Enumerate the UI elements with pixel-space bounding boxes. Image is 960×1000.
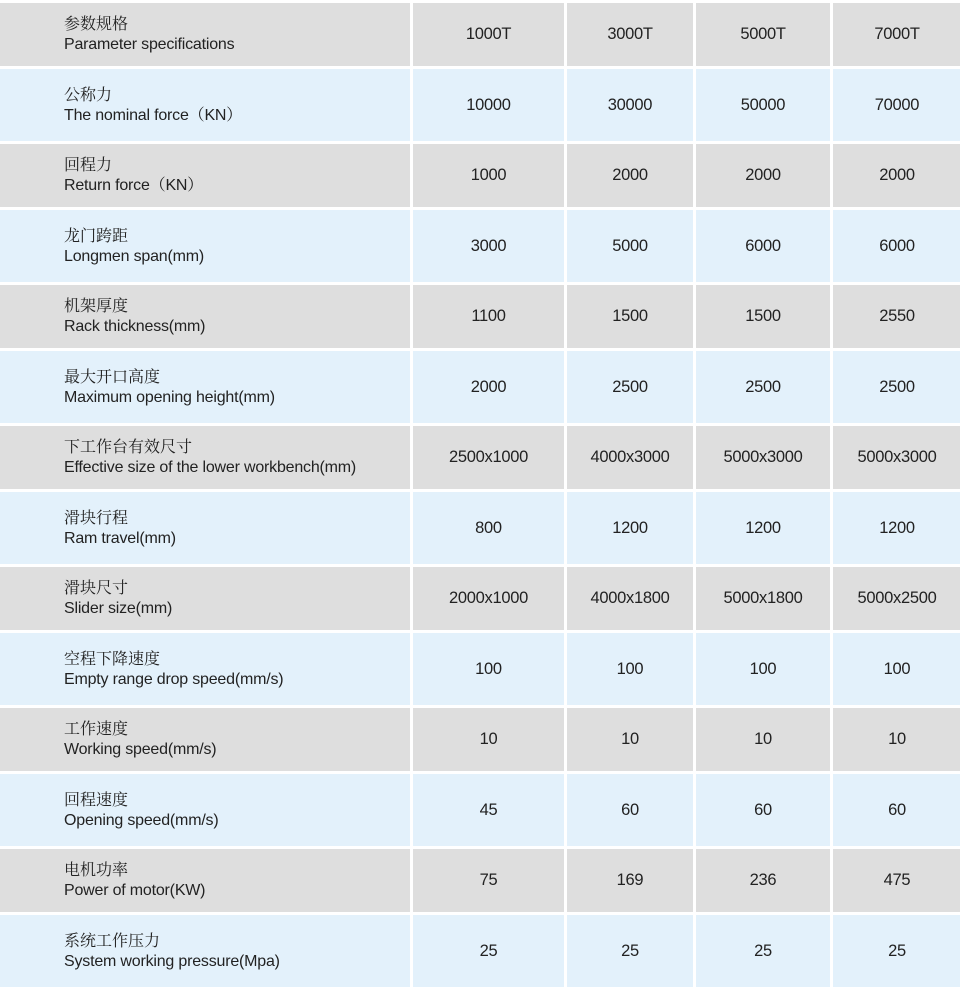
param-name-zh: 滑块尺寸	[64, 578, 129, 597]
param-cell	[0, 285, 410, 348]
value-cell-7000t: 1200	[833, 492, 960, 564]
value-cell-3000t: 25	[567, 915, 693, 987]
value-cell-3000t: 4000x3000	[567, 426, 693, 489]
param-cell	[0, 69, 410, 141]
value-cell-3000t: 60	[567, 774, 693, 846]
value-cell-5000t: 25	[696, 915, 830, 987]
param-cell	[0, 708, 410, 771]
param-name-en: Effective size of the lower workbench(mm)	[64, 459, 357, 476]
value-cell-3000t: 5000	[567, 210, 693, 282]
value-cell-1000t: 45	[413, 774, 564, 846]
value-cell-5000t: 50000	[696, 69, 830, 141]
param-name-en: Working speed(mm/s)	[64, 741, 217, 758]
table-row	[0, 492, 960, 564]
table-row	[0, 708, 960, 771]
value-cell-5000t: 236	[696, 849, 830, 912]
param-name-en: Ram travel(mm)	[64, 529, 176, 547]
header-param-zh: 参数规格	[64, 14, 129, 33]
param-name-en: The nominal force（KN）	[64, 106, 243, 124]
value-cell-5000t: 5000x3000	[696, 426, 830, 489]
table-row	[0, 351, 960, 423]
table-row	[0, 567, 960, 630]
param-name-zh: 最大开口高度	[64, 366, 161, 386]
param-name-en: Slider size(mm)	[64, 600, 173, 617]
param-cell	[0, 144, 410, 207]
param-name-zh: 龙门跨距	[64, 225, 129, 245]
value-cell-5000t: 1500	[696, 285, 830, 348]
value-cell-1000t: 800	[413, 492, 564, 564]
param-name-en: Opening speed(mm/s)	[64, 811, 219, 829]
value-cell-7000t: 5000x2500	[833, 567, 960, 630]
param-name-en: Power of motor(KW)	[64, 882, 206, 899]
header-model-5000t: 5000T	[696, 3, 830, 66]
value-cell-5000t: 10	[696, 708, 830, 771]
param-cell	[0, 567, 410, 630]
value-cell-1000t: 100	[413, 633, 564, 705]
value-cell-3000t: 2500	[567, 351, 693, 423]
param-name-zh: 滑块行程	[64, 507, 129, 527]
value-cell-5000t: 100	[696, 633, 830, 705]
value-cell-3000t: 30000	[567, 69, 693, 141]
table-row	[0, 285, 960, 348]
param-cell	[0, 774, 410, 846]
table-row	[0, 210, 960, 282]
value-cell-3000t: 4000x1800	[567, 567, 693, 630]
value-cell-1000t: 2000x1000	[413, 567, 564, 630]
value-cell-1000t: 1000	[413, 144, 564, 207]
header-param-cell	[0, 3, 410, 66]
value-cell-7000t: 5000x3000	[833, 426, 960, 489]
value-cell-1000t: 10000	[413, 69, 564, 141]
value-cell-1000t: 25	[413, 915, 564, 987]
value-cell-5000t: 2500	[696, 351, 830, 423]
value-cell-3000t: 10	[567, 708, 693, 771]
value-cell-5000t: 60	[696, 774, 830, 846]
header-param-en: Parameter specifications	[64, 36, 235, 53]
param-cell	[0, 492, 410, 564]
value-cell-7000t: 70000	[833, 69, 960, 141]
param-cell	[0, 351, 410, 423]
header-model-7000t: 7000T	[833, 3, 960, 66]
value-cell-7000t: 100	[833, 633, 960, 705]
table-row	[0, 426, 960, 489]
value-cell-3000t: 2000	[567, 144, 693, 207]
param-name-zh: 系统工作压力	[64, 930, 161, 950]
param-name-en: Maximum opening height(mm)	[64, 388, 275, 406]
param-cell	[0, 210, 410, 282]
param-cell	[0, 915, 410, 987]
param-cell	[0, 633, 410, 705]
table-row	[0, 144, 960, 207]
value-cell-5000t: 1200	[696, 492, 830, 564]
value-cell-1000t: 75	[413, 849, 564, 912]
value-cell-1000t: 2500x1000	[413, 426, 564, 489]
param-name-zh: 回程力	[64, 155, 113, 174]
value-cell-1000t: 2000	[413, 351, 564, 423]
table-header-row	[0, 3, 960, 66]
table-row	[0, 915, 960, 987]
value-cell-7000t: 2000	[833, 144, 960, 207]
value-cell-7000t: 6000	[833, 210, 960, 282]
table-row	[0, 774, 960, 846]
param-name-en: Longmen span(mm)	[64, 247, 204, 265]
param-name-en: Empty range drop speed(mm/s)	[64, 670, 284, 688]
table-row	[0, 849, 960, 912]
value-cell-3000t: 169	[567, 849, 693, 912]
param-name-zh: 空程下降速度	[64, 648, 161, 668]
param-name-zh: 下工作台有效尺寸	[64, 437, 193, 456]
table-row	[0, 69, 960, 141]
param-name-zh: 公称力	[64, 84, 113, 104]
value-cell-7000t: 60	[833, 774, 960, 846]
value-cell-7000t: 475	[833, 849, 960, 912]
value-cell-5000t: 5000x1800	[696, 567, 830, 630]
value-cell-5000t: 6000	[696, 210, 830, 282]
value-cell-3000t: 100	[567, 633, 693, 705]
param-name-en: Return force（KN）	[64, 177, 204, 194]
value-cell-3000t: 1200	[567, 492, 693, 564]
value-cell-7000t: 25	[833, 915, 960, 987]
header-model-1000t: 1000T	[413, 3, 564, 66]
value-cell-7000t: 2500	[833, 351, 960, 423]
table-row	[0, 633, 960, 705]
value-cell-5000t: 2000	[696, 144, 830, 207]
param-name-zh: 机架厚度	[64, 296, 129, 315]
header-model-3000t: 3000T	[567, 3, 693, 66]
param-cell	[0, 849, 410, 912]
param-cell	[0, 426, 410, 489]
value-cell-3000t: 1500	[567, 285, 693, 348]
param-name-zh: 回程速度	[64, 789, 129, 809]
value-cell-1000t: 10	[413, 708, 564, 771]
value-cell-7000t: 2550	[833, 285, 960, 348]
param-name-en: Rack thickness(mm)	[64, 318, 206, 335]
param-name-zh: 工作速度	[64, 719, 129, 738]
value-cell-7000t: 10	[833, 708, 960, 771]
param-name-en: System working pressure(Mpa)	[64, 952, 280, 970]
value-cell-1000t: 3000	[413, 210, 564, 282]
param-name-zh: 电机功率	[64, 860, 129, 879]
value-cell-1000t: 1100	[413, 285, 564, 348]
